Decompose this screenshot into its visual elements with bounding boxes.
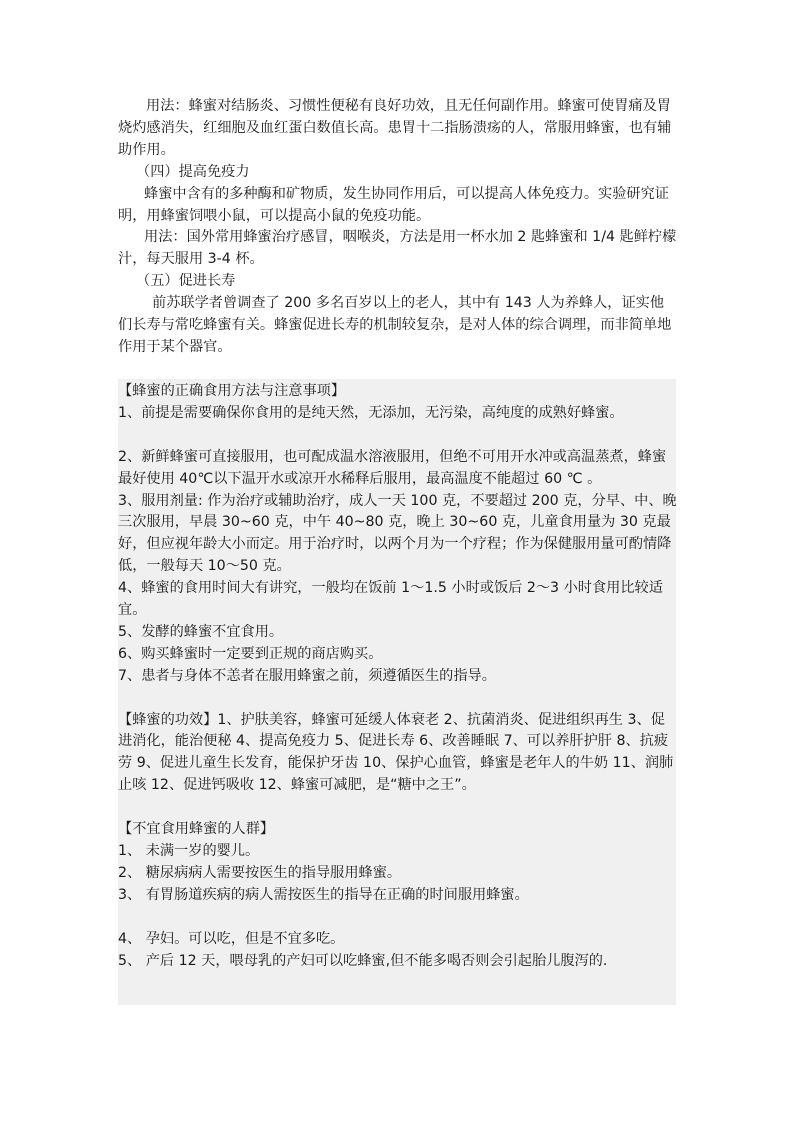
unsuitable-item-5: 5、 产后 12 天，喂母乳的产妇可以吃蜂蜜,但不能多喝否则会引起胎儿腹泻的. xyxy=(118,952,608,969)
spacer xyxy=(118,688,678,710)
unsuitable-item-4: 4、 孕妇。可以吃，但是不宜多吃。 xyxy=(118,930,345,947)
methods-item-4: 4、蜂蜜的食用时间大有讲究，一般均在饭前 1～1.5 小时或饭后 2～3 小时食用比较适宜。 xyxy=(118,580,663,619)
spacer xyxy=(118,797,678,819)
immunity-paragraph: 蜂蜜中含有的多种酶和矿物质，发生协同作用后，可以提高人体免疫力。实验研究证明，用蜂蜜饲喂小鼠，可以提高小鼠的免疫功能。 xyxy=(118,185,669,224)
usage-paragraph-2: 用法：国外常用蜂蜜治疗感冒，咽喉炎，方法是用一杯水加 2 匙蜂蜜和 1/4 匙鲜柠檬汁，每天服用 3-4 杯。 xyxy=(118,229,677,268)
effects-text: 1、护肤美容，蜂蜜可延缓人体衰老 2、抗菌消炎、促进组织再生 3、促进消化，能治便秘 4、提高免疫力 5、促进长寿 6、改善睡眠 7、可以养肝护肝 8、抗疲劳 9、促进儿童生长发育，能保护牙齿 10、保护心血管，蜂蜜是老年人的牛奶 11、润肺止咳 12、促进钙吸收 12、蜂蜜可减肥，是“糖中之王”。 xyxy=(118,711,674,794)
unsuitable-title: 【不宜食用蜂蜜的人群】 xyxy=(118,821,275,838)
methods-item-7: 7、患者与身体不恙者在服用蜂蜜之前，须遵循医生的指导。 xyxy=(118,667,496,684)
methods-title: 【蜂蜜的正确食用方法与注意事项】 xyxy=(118,383,346,399)
methods-item-5: 5、发酵的蜂蜜不宜食用。 xyxy=(118,623,284,640)
heading-longevity: （五）促进长寿 xyxy=(136,273,236,290)
spacer xyxy=(118,907,678,929)
unsuitable-item-3: 3、 有胃肠道疾病的病人需按医生的指导在正确的时间服用蜂蜜。 xyxy=(118,886,529,903)
heading-immunity: （四）提高免疫力 xyxy=(136,163,250,180)
spacer xyxy=(118,425,678,447)
methods-item-2: 2、新鲜蜂蜜可直接服用，也可配成温水溶液服用，但绝不可用开水冲或高温蒸煮，蜂蜜最好使用 40℃以下温开水或凉开水稀释后服用，最高温度不能超过 60 ℃ 。 xyxy=(118,448,667,487)
methods-item-3: 3、服用剂量: 作为治疗或辅助治疗，成人一天 100 克，不要超过 200 克，分早、中、晚三次服用，早晨 30~60 克，中午 40~80 克，晚上 30~60 克，儿童食用量为 30 克最好，但应视年龄大小而定。用于治疗时，以两个月为一个疗程；作为保健服用量可酌情降低，一般每天 10～50 克。 xyxy=(118,492,677,575)
unsuitable-item-2: 2、 糖尿病病人需要按医生的指导服用蜂蜜。 xyxy=(118,864,402,881)
effects-paragraph xyxy=(118,710,678,798)
honey-guide-section xyxy=(118,381,678,972)
unsuitable-item-1: 1、 未满一岁的婴儿。 xyxy=(118,842,260,859)
longevity-paragraph: 前苏联学者曾调查了 200 多名百岁以上的老人，其中有 143 人为养蜂人，证实他们长寿与常吃蜂蜜有关。蜂蜜促进长寿的机制较复杂，是对人体的综合调理，而非简单地作用于某个器官。 xyxy=(118,295,672,355)
methods-item-1: 1、前提是需要确保你食用的是纯天然，无添加，无污染，高纯度的成熟好蜂蜜。 xyxy=(118,404,624,421)
usage-paragraph-1: 用法：蜂蜜对结肠炎、习惯性便秘有良好功效，且无任何副作用。蜂蜜可使胃痛及胃烧灼感消失，红细胞及血红蛋白数值长高。患胃十二指肠溃疡的人，常服用蜂蜜，也有辅助作用。 xyxy=(118,98,672,158)
methods-item-6: 6、购买蜂蜜时一定要到正规的商店购买。 xyxy=(118,645,383,662)
effects-title: 【蜂蜜的功效】 xyxy=(118,711,218,728)
intro-section xyxy=(118,96,678,359)
